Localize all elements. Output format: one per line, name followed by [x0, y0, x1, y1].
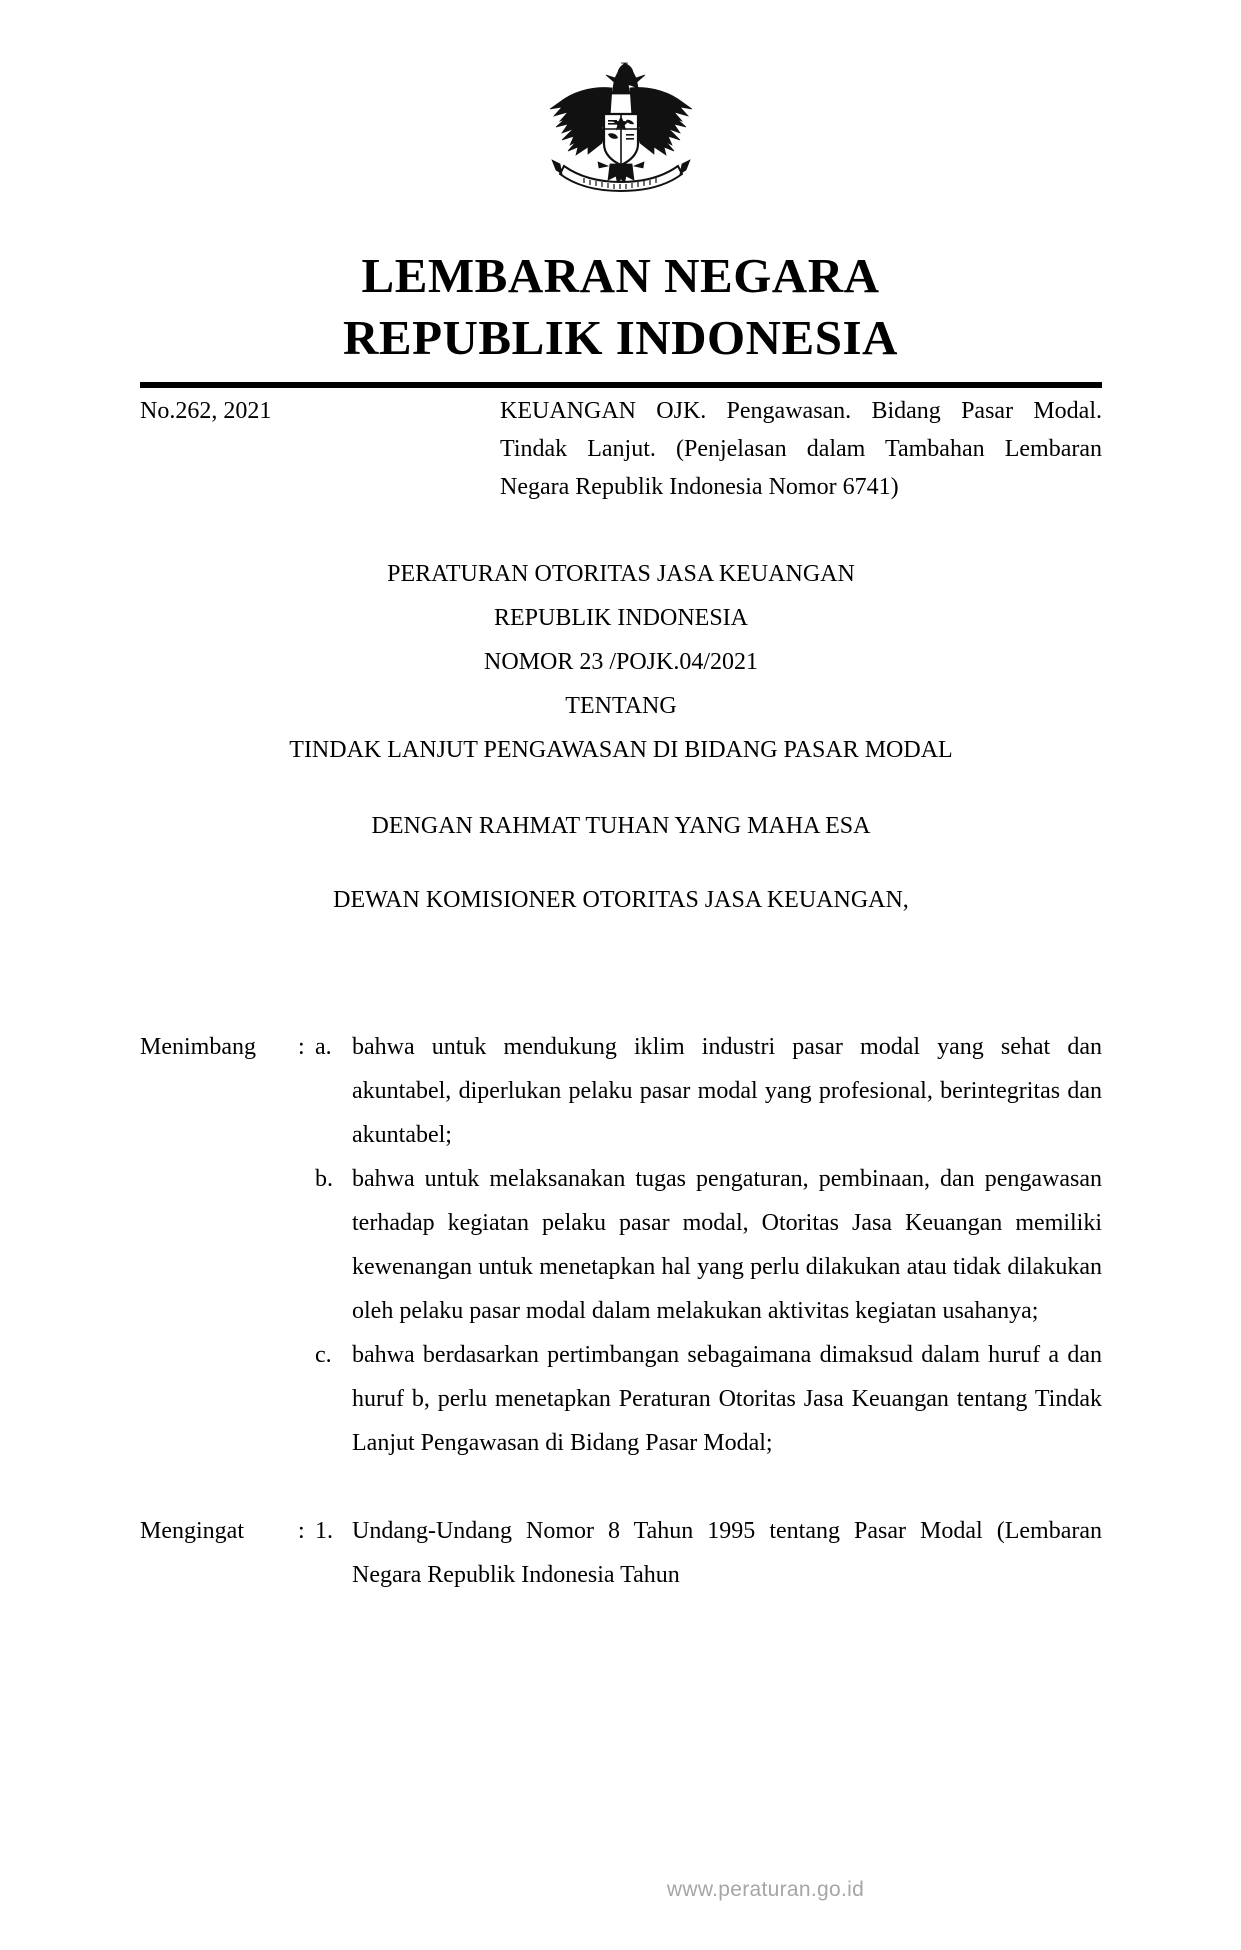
footer-watermark: www.peraturan.go.id: [666, 1878, 865, 1901]
clause-colon-menimbang: :: [298, 1034, 305, 1060]
item-text: bahwa untuk mendukung iklim industri pasar modal yang sehat dan akuntabel, diperlukan pelaku pasar modal yang profesional, berintegritas dan akuntabel;: [352, 1034, 1102, 1148]
clause-mengingat: [140, 1509, 1102, 1597]
item-text: bahwa berdasarkan pertimbangan sebagaimana dimaksud dalam huruf a dan huruf b, perlu menetapkan Peraturan Otoritas Jasa Keuangan tentang Tindak Lanjut Pengawasan di Bidang Pasar Modal;: [352, 1342, 1102, 1456]
masthead-line-1: LEMBARAN NEGARA: [361, 248, 880, 303]
clause-colon-mengingat: :: [298, 1518, 305, 1544]
title-spacer-1: [140, 772, 1102, 804]
gazette-caption: KEUANGAN OJK. Pengawasan. Bidang Pasar Modal. Tindak Lanjut. (Penjelasan dalam Tambahan Lembaran Negara Republik Indonesia Nomor 6741): [500, 398, 1102, 500]
footer: [0, 1878, 1241, 1902]
clause-label-mengingat: Mengingat: [140, 1518, 244, 1544]
masthead-line-2: REPUBLIK INDONESIA: [343, 310, 898, 365]
list-item: [140, 1333, 1102, 1465]
title-line-tentang: TENTANG: [565, 693, 677, 719]
title-line-republic: REPUBLIK INDONESIA: [494, 605, 748, 631]
title-line-subject: TINDAK LANJUT PENGAWASAN DI BIDANG PASAR MODAL: [289, 737, 953, 763]
clause-items-menimbang: [140, 1025, 1102, 1465]
list-item: [140, 1025, 1102, 1157]
item-marker: c.: [315, 1342, 332, 1368]
title-spacer-2: [140, 848, 1102, 878]
item-marker: 1.: [315, 1518, 333, 1544]
item-marker: a.: [315, 1034, 332, 1060]
item-text: Undang-Undang Nomor 8 Tahun 1995 tentang Pasar Modal (Lembaran Negara Republik Indonesia Tahun: [352, 1518, 1102, 1588]
clause-spacer: [140, 1465, 1102, 1509]
clause-menimbang: [140, 1025, 1102, 1465]
gazette-number: No.262, 2021: [140, 398, 272, 424]
item-marker: b.: [315, 1166, 333, 1192]
emblem-container: [0, 58, 1241, 198]
list-item: [140, 1157, 1102, 1333]
list-item: [140, 1509, 1102, 1597]
item-text: bahwa untuk melaksanakan tugas pengaturan, pembinaan, dan pengawasan terhadap kegiatan pelaku pasar modal, Otoritas Jasa Keuangan memiliki kewenangan untuk menetapkan hal yang perlu dilakukan atau tidak dilakukan oleh pelaku pasar modal dalam melakukan aktivitas kegiatan usahanya;: [352, 1166, 1102, 1324]
title-line-board: DEWAN KOMISIONER OTORITAS JASA KEUANGAN,: [333, 887, 909, 913]
clause-label-menimbang: Menimbang: [140, 1034, 256, 1060]
clause-items-mengingat: [140, 1509, 1102, 1597]
body-block: [140, 1025, 1102, 1597]
title-line-blessing: DENGAN RAHMAT TUHAN YANG MAHA ESA: [371, 813, 871, 839]
masthead: [0, 245, 1241, 369]
title-line-number: NOMOR 23 /POJK.04/2021: [483, 649, 759, 675]
masthead-divider-rule: [140, 382, 1102, 388]
title-block: [140, 552, 1102, 922]
title-line-authority: PERATURAN OTORITAS JASA KEUANGAN: [387, 561, 855, 587]
garuda-pancasila-emblem: [526, 58, 716, 193]
